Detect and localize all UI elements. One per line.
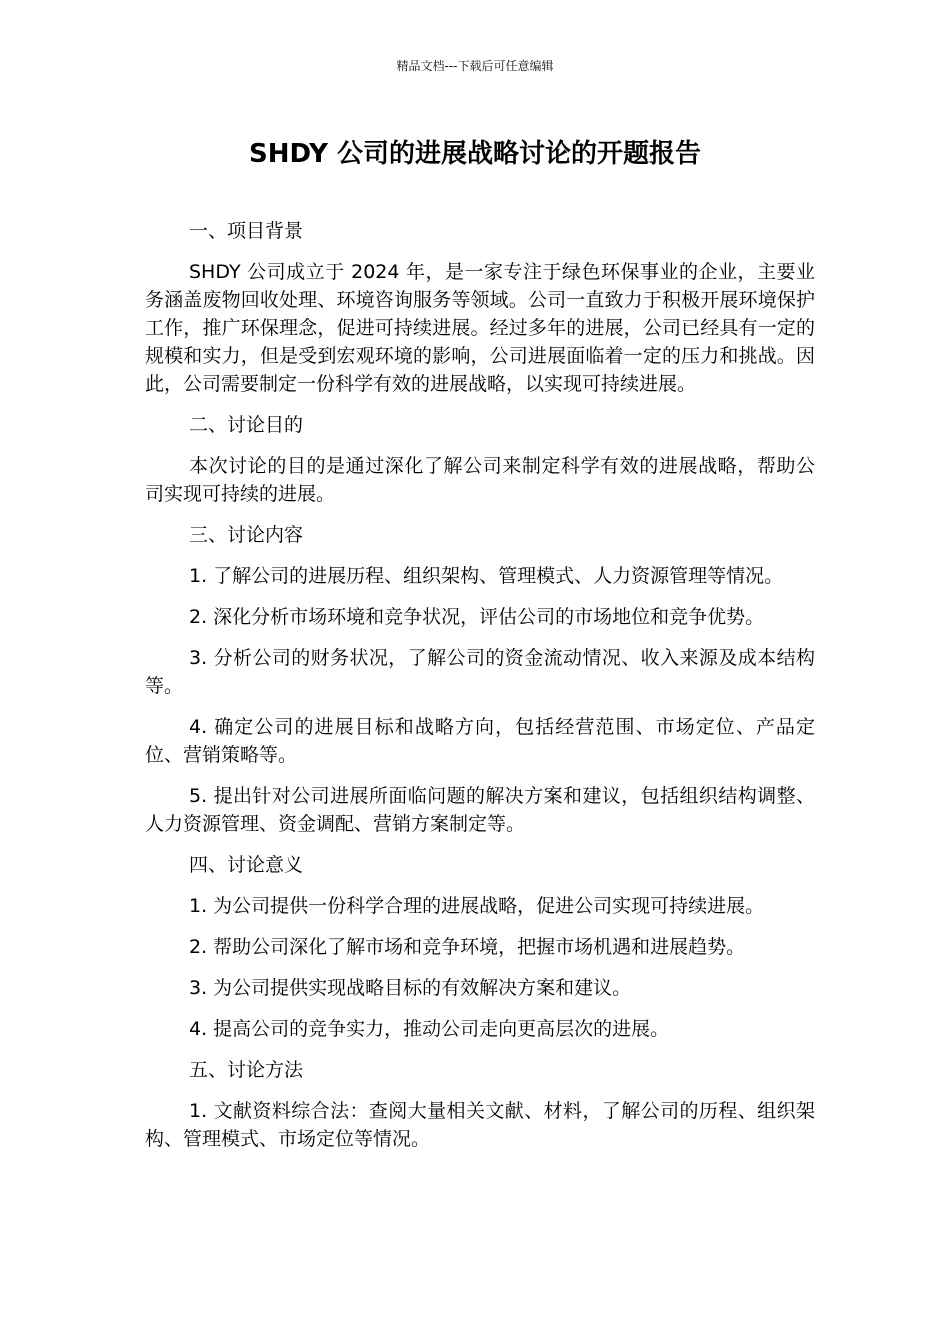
- list-item-content-1: 1. 了解公司的进展历程、组织架构、管理模式、人力资源管理等情况。: [189, 565, 784, 587]
- list-item-significance-1: 1. 为公司提供一份科学合理的进展战略，促进公司实现可持续进展。: [189, 895, 765, 917]
- list-item-content-2: 2. 深化分析市场环境和竞争状况，评估公司的市场地位和竞争优势。: [189, 606, 765, 628]
- paragraph-background: SHDY 公司成立于 2024 年，是一家专注于绿色环保事业的企业，主要业务涵盖废物回收处理、环境咨询服务等领域。公司一直致力于积极开展环境保护工作，推广环保理念，促进可持续进展。经过多年的进展，公司已经具有一定的规模和实力，但是受到宏观环境的影响，公司进展面临着一定的压力和挑战。因此，公司需要制定一份科学有效的进展战略，以实现可持续进展。: [145, 261, 815, 395]
- list-item-significance-2: 2. 帮助公司深化了解市场和竞争环境，把握市场机遇和进展趋势。: [189, 936, 746, 958]
- document-title: SHDY 公司的进展战略讨论的开题报告: [248, 139, 702, 169]
- list-item-content-5: 5. 提出针对公司进展所面临问题的解决方案和建议，包括组织结构调整、人力资源管理、资金调配、营销方案制定等。: [145, 785, 815, 835]
- section-heading-method: 五、讨论方法: [189, 1059, 304, 1081]
- list-item-significance-4: 4. 提高公司的竞争实力，推动公司走向更高层次的进展。: [189, 1018, 670, 1040]
- list-item-content-4: 4. 确定公司的进展目标和战略方向，包括经营范围、市场定位、产品定位、营销策略等。: [145, 716, 815, 766]
- list-item-content-3: 3. 分析公司的财务状况，了解公司的资金流动情况、收入来源及成本结构等。: [145, 647, 815, 697]
- paragraph-purpose: 本次讨论的目的是通过深化了解公司来制定科学有效的进展战略，帮助公司实现可持续的进展。: [145, 455, 815, 505]
- section-heading-background: 一、项目背景: [189, 220, 304, 242]
- list-item-method-1: 1. 文献资料综合法：查阅大量相关文献、材料，了解公司的历程、组织架构、管理模式、市场定位等情况。: [145, 1100, 815, 1150]
- header-note: 精品文档---下载后可任意编辑: [396, 59, 554, 73]
- document-body: [145, 217, 815, 1166]
- section-heading-purpose: 二、讨论目的: [189, 414, 304, 436]
- list-item-significance-3: 3. 为公司提供实现战略目标的有效解决方案和建议。: [189, 977, 632, 999]
- section-heading-content: 三、讨论内容: [189, 524, 304, 546]
- section-heading-significance: 四、讨论意义: [189, 854, 304, 876]
